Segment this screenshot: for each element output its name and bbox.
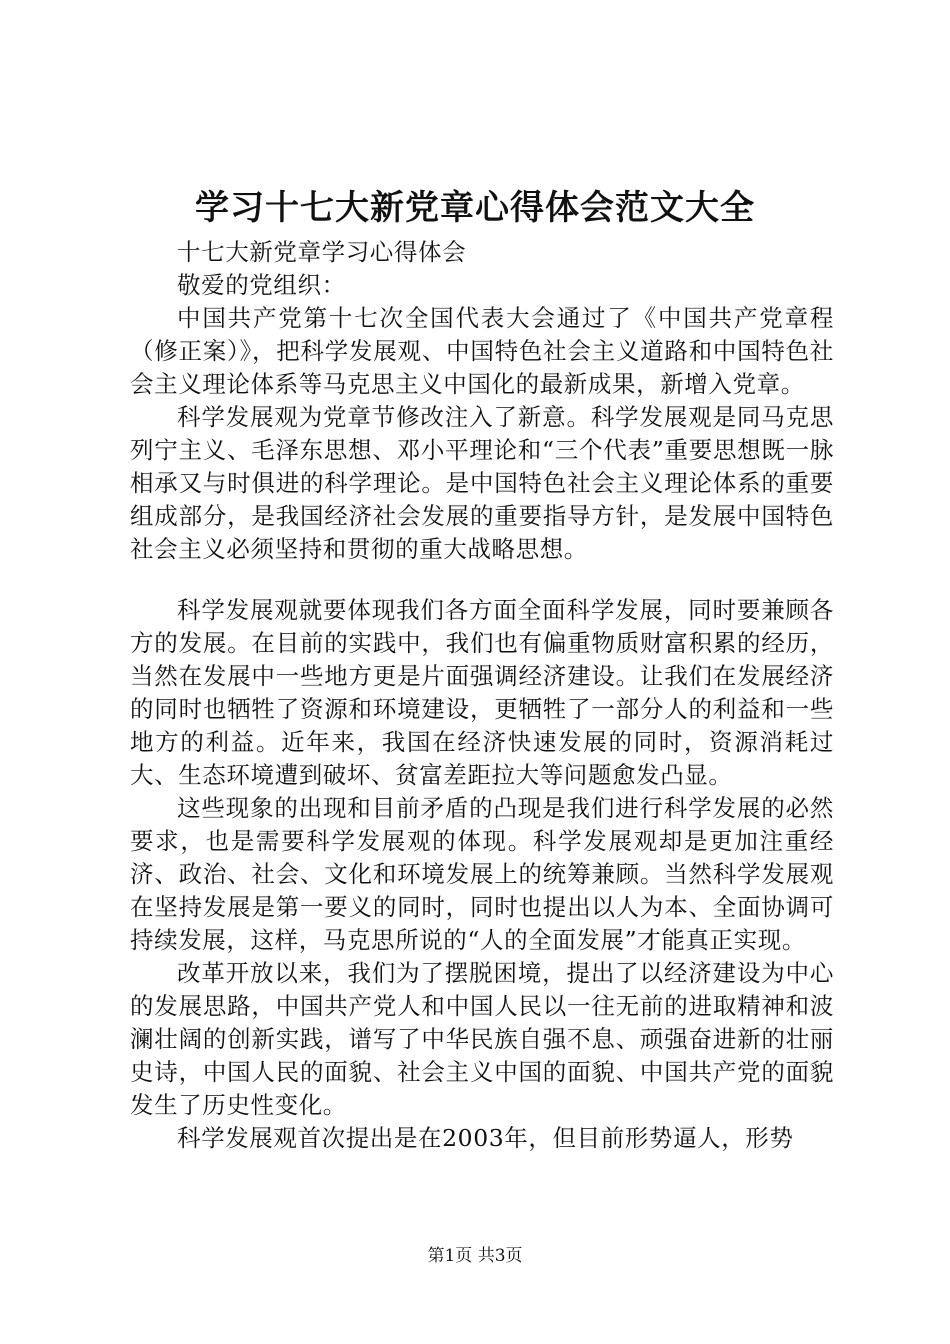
paragraph-subtitle: 十七大新党章学习心得体会 [177, 238, 467, 266]
document-body [130, 236, 834, 1155]
paragraph-gap [130, 566, 834, 594]
paragraph: 改革开放以来，我们为了摆脱困境，提出了以经济建设为中心的发展思路，中国共产党人和中国人民以一往无前的进取精神和波澜壮阔的创新实践，谱写了中华民族自强不息、顽强奋进新的壮丽史诗，中国人民的面貌、社会主义中国的面貌、中国共产党的面貌发生了历史性变化。 [130, 959, 834, 1119]
document-title: 学习十七大新党章心得体会范文大全 [195, 188, 755, 228]
paragraph: 这些现象的出现和目前矛盾的凸现是我们进行科学发展的必然要求，也是需要科学发展观的体现。科学发展观却是更加注重经济、政治、社会、文化和环境发展上的统筹兼顾。当然科学发展观在坚持发展是第一要义的同时，同时也提出以人为本、全面协调可持续发展，这样，马克思所说的“人的全面发展”才能真正实现。 [130, 794, 834, 954]
paragraph: 中国共产党第十七次全国代表大会通过了《中国共产党章程（修正案）》，把科学发展观、中国特色社会主义道路和中国特色社会主义理论体系等马克思主义中国化的最新成果，新增入党章。 [130, 304, 834, 398]
paragraph: 科学发展观首次提出是在2003年，但目前形势逼人，形势 [177, 1124, 794, 1152]
paragraph: 科学发展观为党章节修改注入了新意。科学发展观是同马克思列宁主义、毛泽东思想、邓小平理论和“三个代表”重要思想既一脉相承又与时俱进的科学理论。是中国特色社会主义理论体系的重要组成部分，是我国经济社会发展的重要指导方针，是发展中国特色社会主义必须坚持和贯彻的重大战略思想。 [130, 403, 834, 563]
paragraph: 科学发展观就要体现我们各方面全面科学发展，同时要兼顾各方的发展。在目前的实践中，我们也有偏重物质财富积累的经历，当然在发展中一些地方更是片面强调经济建设。让我们在发展经济的同时也牺牲了资源和环境建设，更牺牲了一部分人的利益和一些地方的利益。近年来，我国在经济快速发展的同时，资源消耗过大、生态环境遭到破坏、贫富差距拉大等问题愈发凸显。 [130, 596, 834, 789]
paragraph-salutation: 敬爱的党组织： [177, 271, 346, 299]
page-footer: 第1页 共3页 [427, 1246, 523, 1266]
